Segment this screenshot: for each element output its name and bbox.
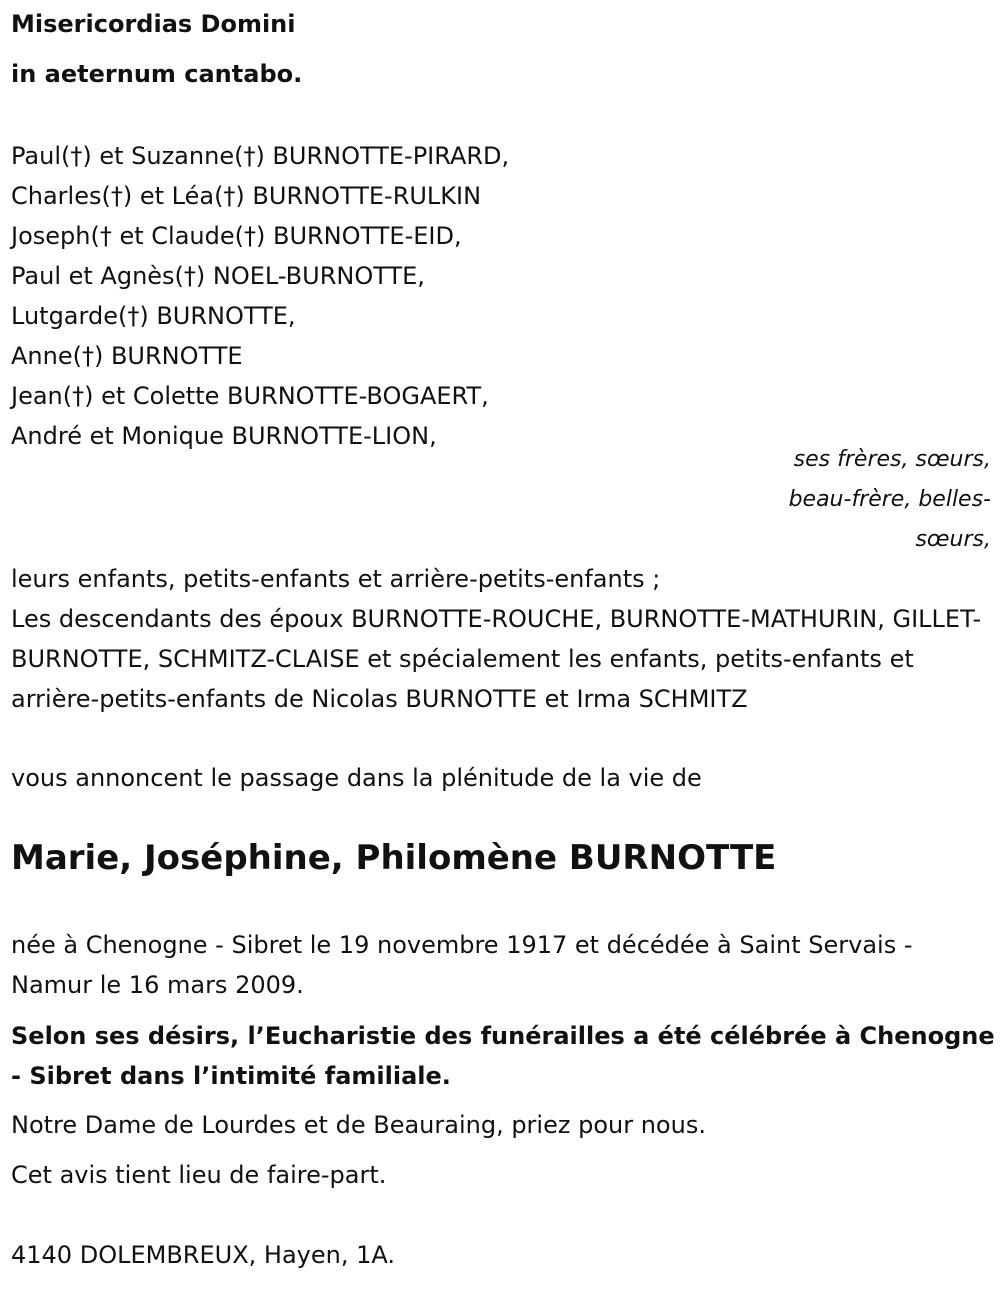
descendants-line-1: leurs enfants, petits-enfants et arrière-petits-enfants ; — [11, 565, 661, 593]
family-line: André et Monique BURNOTTE-LION, — [11, 422, 437, 450]
relation-line-3: sœurs, — [915, 527, 991, 552]
notice-text: Cet avis tient lieu de faire-part. — [11, 1161, 387, 1189]
address: 4140 DOLEMBREUX, Hayen, 1A. — [11, 1241, 395, 1269]
relation-note — [731, 440, 991, 560]
birth-death-dates: née à Chenogne - Sibret le 19 novembre 1917 et décédée à Saint Servais - Namur le 16 mars 2009. — [11, 931, 913, 999]
family-line: Jean(†) et Colette BURNOTTE-BOGAERT, — [11, 382, 489, 410]
announcement-text: vous annoncent le passage dans la plénitude de la vie de — [11, 764, 702, 792]
family-line: Anne(†) BURNOTTE — [11, 342, 243, 370]
prayer-text: Notre Dame de Lourdes et de Beauraing, priez pour nous. — [11, 1111, 706, 1139]
deceased-name: Marie, Joséphine, Philomène BURNOTTE — [11, 838, 777, 878]
family-line: Charles(†) et Léa(†) BURNOTTE-RULKIN — [11, 182, 482, 210]
relation-line-1: ses frères, sœurs, — [793, 447, 991, 472]
funeral-note: Selon ses désirs, l’Eucharistie des funérailles a été célébrée à Chenogne - Sibret dans l’intimité familiale. — [11, 1022, 995, 1090]
descendants-line-2: Les descendants des époux BURNOTTE-ROUCHE, BURNOTTE-MATHURIN, GILLET-BURNOTTE, SCHMITZ-CLAISE et spécialement les enfants, petits-enfants et arrière-petits-enfants de Nicolas BURNOTTE et Irma SCHMITZ — [11, 605, 982, 713]
family-line: Lutgarde(†) BURNOTTE, — [11, 302, 296, 330]
family-line: Paul et Agnès(†) NOEL-BURNOTTE, — [11, 262, 425, 290]
family-line: Joseph(† et Claude(†) BURNOTTE-EID, — [11, 222, 462, 250]
descendants-block — [11, 559, 991, 719]
motto-line-2: in aeternum cantabo. — [11, 60, 303, 88]
family-line: Paul(†) et Suzanne(†) BURNOTTE-PIRARD, — [11, 142, 510, 170]
motto-line-1: Misericordias Domini — [11, 10, 296, 38]
family-list — [11, 136, 509, 456]
relation-line-2: beau-frère, belles- — [788, 487, 991, 512]
